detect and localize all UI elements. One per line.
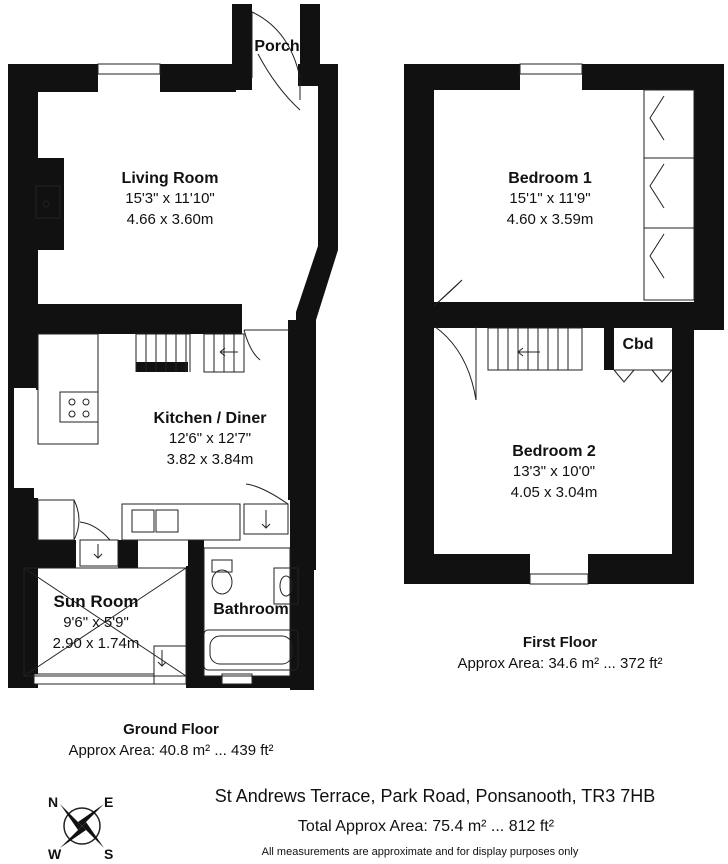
kitchen-metric: 3.82 x 3.84m <box>166 451 254 468</box>
bedroom-1-name: Bedroom 1 <box>508 170 592 187</box>
compass-east: E <box>104 794 114 810</box>
property-address: St Andrews Terrace, Park Road, Ponsanooth, TR3 7HB <box>214 786 656 806</box>
kitchen-name: Kitchen / Diner <box>153 410 267 427</box>
bathroom-label: Bathroom <box>213 601 289 618</box>
bedroom-1-imperial: 15'1" x 11'9" <box>509 190 591 207</box>
cupboard-label: Cbd <box>622 336 654 353</box>
kitchen-imperial: 12'6" x 12'7" <box>168 430 252 447</box>
sun-room-metric: 2.90 x 1.74m <box>52 635 140 652</box>
bedroom-2-metric: 4.05 x 3.04m <box>510 484 598 501</box>
compass-rose <box>60 804 104 848</box>
disclaimer: All measurements are approximate and for display purposes only <box>261 846 579 858</box>
ground-floor-caption <box>30 721 312 759</box>
bedroom-2-name: Bedroom 2 <box>512 443 596 460</box>
bedroom-1-metric: 4.60 x 3.59m <box>506 211 594 228</box>
compass-south: S <box>104 846 114 862</box>
ground-floor-area: Approx Area: 40.8 m² ... 439 ft² <box>68 742 274 759</box>
bedroom-1-label <box>470 170 630 230</box>
kitchen-label <box>130 410 290 470</box>
total-area: Total Approx Area: 75.4 m² ... 812 ft² <box>297 818 555 835</box>
living-room-metric: 4.66 x 3.60m <box>126 211 214 228</box>
bedroom-2-label <box>474 443 634 503</box>
living-room-label <box>90 170 250 230</box>
ground-floor-title: Ground Floor <box>123 721 219 738</box>
first-floor-walls <box>404 64 724 584</box>
first-floor-area: Approx Area: 34.6 m² ... 372 ft² <box>457 655 663 672</box>
sun-room-name: Sun Room <box>53 592 139 611</box>
sun-room-label <box>36 592 156 654</box>
sun-room-imperial: 9'6" x 5'9" <box>63 614 129 631</box>
first-floor-caption <box>420 634 700 672</box>
porch-label: Porch <box>254 38 300 55</box>
living-room-imperial: 15'3" x 11'10" <box>125 190 215 207</box>
living-room-name: Living Room <box>121 170 219 187</box>
compass-north: N <box>48 794 59 810</box>
ground-floor-details <box>14 12 300 684</box>
bedroom-2-imperial: 13'3" x 10'0" <box>512 463 596 480</box>
first-floor-title: First Floor <box>522 634 598 651</box>
compass-west: W <box>48 846 62 862</box>
ground-floor-walls <box>8 4 338 690</box>
